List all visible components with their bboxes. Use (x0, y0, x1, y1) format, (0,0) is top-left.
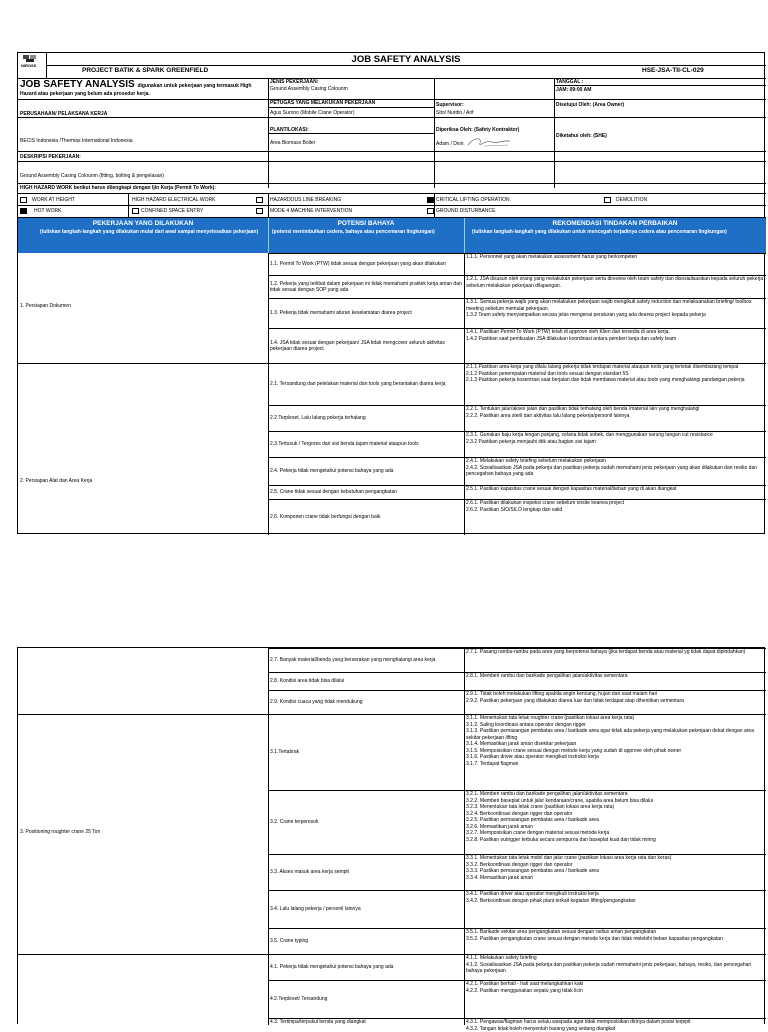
logo-text: NIROSS (21, 63, 37, 68)
header-potensi-sub: (potensi menimbulkan cedera, bahaya atau pencemaran lingkungan) (272, 229, 435, 235)
checkbox-machine-intervention[interactable] (256, 208, 263, 214)
hazard-cell: 3.3. Akses masuk area kerja sempit (270, 869, 349, 876)
hazard-cell: 4.2.Terpleset/ Tersandung (270, 996, 328, 1003)
recommendation-cell: 2.1.1 Pastikan area kerja yang dilalu lalang pekerja tidak terdapat material ataupun tools yang terletak disembarang tempat 2.1.2 Pastikan penempatan material dan tools sesuai dengan standart 5S 2.1.3 Pastikan pekerja kosentrasi saat berjalan dan tidak membawa material atau tools yang menghalangi pandangan pekerja (466, 364, 745, 383)
hazard-cell: 4.3. Tertimpa/terpukul benda yang diangkat (270, 1018, 366, 1025)
deskripsi-value: Ground Assembly Casing Colounm (fitting, bolting & pengelasan) (20, 173, 164, 179)
recommendation-cell: 2.2.1. Tentukan jalur/akses jalan dan pastikan tidak terhalang oleh benda /material lain yang menghalangi 2.2.2. Pastikan area steril dari aktivitas lalu lalang pekerja/personil lainnya (466, 406, 700, 419)
diketahui-label: Diketahui oleh: (SHE) (556, 133, 607, 139)
recommendation-cell: 3.3.1. Menentukan tata letak mobil dan jalur crane (pastikan lokasi area kerja rata dan keras) 3.3.2. Berkoordinasi dengan rigger dan operator 3.3.3. Pastikan pemasangan pembatas area / barikade area 3.3.4. Memastikan jarak aman (466, 855, 672, 881)
hazard-line-breaking: HAZARDOUS LINE BREAKING (270, 197, 342, 203)
recommendation-cell: 1.2.1. JSA disusun oleh orang yang melakukan pekerjaan serta direview oleh team safety dan disosialisasikan kepada seluruh pekerja sebelum melakukan pekerjaan dilapangan. (466, 276, 764, 289)
recommendation-cell: 2.3.1. Gunakan baju kerja lengan panjang, celana tidak sobek, dan menggunakan sarung tangan cut resistance 2.3.2 Pastikan pekerja menjauhi titik atau bagian sisi tajam (466, 432, 713, 445)
step-3: 3. Positioning roughter crane 25 Ton (20, 829, 101, 835)
plant-label: PLANT/LOKASI: (270, 127, 309, 133)
jsa-title: JOB SAFETY ANALYSIS digunakan untuk pekerjaan yang termasuk High (20, 79, 252, 90)
jsa-description: Hazard atau pekerjaan yang belum ada prosedur kerja. (20, 91, 150, 97)
step-2: 2. Persiapan Alat dan Area Kerja (20, 478, 93, 484)
hazard-work-at-height: WORK AT HEIGHT (32, 197, 75, 203)
hazard-cell: 2.2.Terpleset, Lalu lalang pekerja terhalang (270, 415, 366, 422)
recommendation-cell: 2.5.1. Pastikan kapasitas crane sesuai dengan kapasitas material/beban yang di akan diangkat (466, 486, 677, 492)
signature-icon (464, 135, 514, 149)
jsa-page-2 (17, 647, 765, 1032)
perusahaan-label: PERUSAHAAN/ PELAKSANA KERJA (20, 111, 108, 117)
recommendation-cell: 1.1.1. Personnel yang akan melakukan assessment harus yang berkompeten (466, 254, 638, 260)
table-header (18, 218, 766, 253)
hazard-cell: 4.1. Pekerja tidak mengetahui potensi bahaya yang ada (270, 964, 394, 971)
disetujui-label: Disetujui Oleh: (Area Owner) (556, 102, 625, 108)
hazard-cell: 1.2. Pekerja yang terlibat dalam pekerjaan ini tidak memahami praktek kerja aman dan tidak sesuai dengan SOP yang ada (270, 280, 462, 293)
recommendation-cell: 3.5.1. Barikade sekitar area pengangkatan sesuai dengan radius aman pengangkatan 3.5.2. Pastikan pengangkutan crane sesuai dengan metode kerja dan tidak melebihi beban kapasitas pengangkatan (466, 929, 723, 942)
hazard-confined-space: CONFINED SPACE ENTRY (141, 208, 204, 214)
recommendation-cell: 1.3.1. Semua pekerja wajib yang akan melakukan pekerjaan wajib mengikuti safety induction dan melaksanakan briefing/ toolbox meeting sebelum memulai pekerjaan. 1.3.2 Team safety menyampaikan secara jelas mengenai peraturan yang ada dearea project kepada pekerja (466, 299, 752, 318)
plant-value: Area Biomass Boiler (270, 140, 316, 146)
hazard-cell: 2.3.Tertusuk / Tergores dari sisi benda tajam material ataupun tools (270, 441, 419, 448)
jam-label: JAM: 09:00 AM (556, 87, 592, 93)
hazard-cell: 3.1.Tertabrak (270, 749, 300, 756)
hazard-hot-work: HOT WORK (34, 208, 62, 214)
hazard-cell: 1.3. Pekerja tidak memahami aturan keselamatan diarea project (270, 310, 412, 317)
hazard-critical-lifting: CRITICAL LIFTING OPERATION (436, 197, 510, 203)
petugas-label: PETUGAS YANG MELAKUKAN PEKERJAAN (270, 100, 376, 106)
diperiksa-label: Diperiksa Oleh: (Safety Kontraktor) (436, 127, 520, 133)
step-1: 1. Persiapan Dokumen (20, 303, 71, 309)
hazard-cell: 2.4. Pekerja tidak mengetahui potensi bahaya yang ada (270, 468, 394, 475)
hazard-machine-intervention: MODE 4 MACHINE INTERVENTION (270, 208, 353, 214)
hazard-cell: 1.1. Permit To Work (PTW) tidak sesuai dengan pekerjaan yang akan dilakukan (270, 261, 446, 268)
recommendation-cell: 3.2.1. Memberi rambu dan barikade pengalihan jalan/aktivitas sementara 3.2.2. Memberi baseplat untuk jalur kendaraan/crane, apabila area belum bisa dilalui 3.2.3. Menentukan tata letak crane (pastikan lokasi area kerja rata) 3.2.4. Berkoordinasi dengan rigger dan operator 3.2.5. Pastikan pemasangan pembatas area / barikade area 3.2.6. Memastikan jarak aman 3.2.7. Memposisikan crane dengan material sesuai metode kerja 3.2.8. Pastikan outrigger terbuka secara sempurna dan baseplat kuat dan tidak miring (466, 791, 656, 843)
recommendation-cell: 2.4.1. Melakukan safety briefing sebelum melakukan pekerjaan 2.4.2. Sosialisasikan JSA pada pekerja dan pastikan pekerja sudah memahami jenis pekerjaan yang akan dilakukan dan resiko dan pencegahan bahaya yang ada (466, 458, 758, 477)
checkbox-ground-disturbance[interactable] (427, 208, 434, 214)
jsa-page-1 (17, 52, 765, 534)
recommendation-cell: 3.1.1. Menentukan tata letak roughter crane (pastikan lokasi area kerja rata) 3.1.2. Saling koordinasi antara operator dengan rigger 3.1.3. Pastikan pemasangan pembatas area / barikade area agar tidak ada pekerja yang melakukan pekerjaan dekat dengan area sekitar pekerjaan lifting 3.1.4. Memastikan jarak aman disekitar pekerjaan 3.1.5. Memposisikan crane sesuai dengan metode kerja yang sudah di approve oleh pihak owner 3.1.6. Pastikan driver atau operator mengikuti instruksi kerja 3.1.7. Terdapat flagman (466, 715, 754, 767)
recommendation-cell: 3.4.1. Pastikan driver atau operator mengikuti instruksi kerja 3.4.2. Berkoordinasi dengan pihak plant terkait kegiatan lifting/pengangkatan (466, 891, 636, 904)
hazard-heading: HIGH HAZARD WORK berikut harus dilengkapi dengan Ijin Kerja (Permit To Work): (20, 185, 216, 191)
hazard-demolition: DEMOLITION (616, 197, 648, 203)
recommendation-cell: 2.8.1. Memberi rambu dan barikade pengalihan jalan/aktivitas sementara (466, 673, 628, 679)
hazard-cell: 1.4. JSA tidak sesuai dengan pekerjaan/ JSA tidak mengcover seluruh aktivitas pekerjaan diarea project. (270, 339, 445, 352)
jenis-label: JENIS PEKERJAAN: (270, 79, 319, 85)
checkbox-work-at-height[interactable] (20, 197, 27, 203)
company-logo (20, 54, 44, 70)
header-rekomendasi: REKOMENDASI TINDAKAN PERBAIKAN (552, 220, 678, 227)
hazard-cell: 2.5. Crane tidak sesuai dengan kebutuhan pengangkatan (270, 489, 398, 496)
hazard-electrical-work: HIGH HAZARD ELECTRICAL WORK (132, 197, 216, 203)
doc-code: HSE-JSA-TII-CL-029 (642, 67, 704, 74)
header-rekomendasi-sub: (tuliskan langkah-langkah yang dilakukan untuk mencegah terjadinya cedera atau pencemaran lingkungan) (472, 229, 727, 235)
header-pekerjaan: PEKERJAAN YANG DILAKUKAN (92, 220, 194, 227)
tanggal-label: TANGGAL : (556, 79, 584, 85)
hazard-cell: 2.6. Komponen crane tidak berfungsi dengan baik (270, 514, 381, 521)
recommendation-cell: 1.4.1. Pastikan Permit To Work (PTW) telah di approve oleh Klien dan tersedia di area kerja. 1.4.2 Pastikan saat pembuatan JSA dilakukan koordinasi antara pemberi kerja dan safety team (466, 329, 677, 342)
recommendation-cell: 4.3.1. Pengawas/flagman harus selalu waspada agar tidak memposisikan dirinya dalam posisi terjepit 4.3.2. Tangan tidak boleh menyentuh barang yang sedang diangkat (466, 1019, 691, 1032)
checkbox-electrical-work[interactable] (256, 197, 263, 203)
hazard-cell: 2.1. Tersandung dari peletakan material dan tools yang berantakan diarea kerja (270, 381, 446, 388)
recommendation-cell: 4.1.1. Melakukan safety briefing 4.1.2. Sosialisasikan JSA pada pekerja dan pastikan pekerja sudah memahami jenis pekerjaan, bahaya, resiko, dan pencegahan bahaya pekerjaan (466, 955, 752, 974)
hazard-cell: 2.8. Kondisi area tidak bisa dilalui (270, 678, 345, 685)
recommendation-cell: 2.6.1. Pastikan dilakukan inspeksi crane sebelum onsite keanea project 2.6.2. Pastikan SIO/SILO lengkap dan valid (466, 500, 625, 513)
checkbox-hot-work[interactable] (20, 208, 27, 214)
recommendation-cell: 4.2.1. Pastikan berhati - hati saat melangkahkan kaki 4.2.2. Pastikan menggunakan sepatu yang tidak licin (466, 981, 584, 994)
checkbox-demolition[interactable] (604, 197, 611, 203)
hazard-cell: 3.4. Lalu lalang pekerja / personil lainnya (270, 906, 361, 913)
jenis-value: Ground Assembly Casing Colounm (270, 86, 348, 92)
petugas-value: Agus Surono (Mobile Crane Operator) (270, 110, 355, 116)
checkbox-confined-space[interactable] (132, 208, 139, 214)
doc-title: JOB SAFETY ANALYSIS (351, 54, 461, 65)
hazard-cell: 2.7. Banyak material/benda yang berserakan yang menghalangi area kerja (270, 657, 436, 664)
supervisor-value: Sito/ Nurdin / Arif (436, 110, 474, 116)
recommendation-cell: 2.7.1. Pasang rambu-rambu pada area yang berpotensi bahaya (jika terdapat benda atau material yg tidak dapat dipindahkan) (466, 649, 746, 655)
hazard-cell: 3.2. Crane terperosok (270, 819, 319, 826)
hazard-cell: 2.9. Kondisi cuaca yang tidak mendukung (270, 699, 363, 706)
deskripsi-label: DESKRIPSI PEKERJAAN: (20, 154, 81, 160)
header-potensi: POTENSI BAHAYA (337, 220, 395, 227)
diperiksa-value: Adam / Dion (436, 141, 464, 147)
hazard-cell: 3.5. Crane typing (270, 938, 309, 945)
checkbox-critical-lifting[interactable] (427, 197, 434, 203)
supervisor-label: Supervisor: (436, 102, 464, 108)
perusahaan-value: BECIS Indonesia /Thermax International Indonesia (20, 138, 133, 144)
project-name: PROJECT BATIK & SPARK GREENFIELD (82, 67, 209, 74)
recommendation-cell: 2.9.1. Tidak boleh melakukan lifting apabila angin kencang, hujan dan saat malam hari 2.9.2. Pastikan pekerjaan yang dilakukan diarea luar dan tidak terdapat atap dihentikan sementara (466, 691, 684, 704)
hazard-ground-disturbance: GROUND DISTURBANCE (436, 208, 496, 214)
header-pekerjaan-sub: (tuliskan langkah-langkah yang dilakukan mulai dari awal sampai menyelesaikan pekerjaan) (40, 229, 259, 235)
